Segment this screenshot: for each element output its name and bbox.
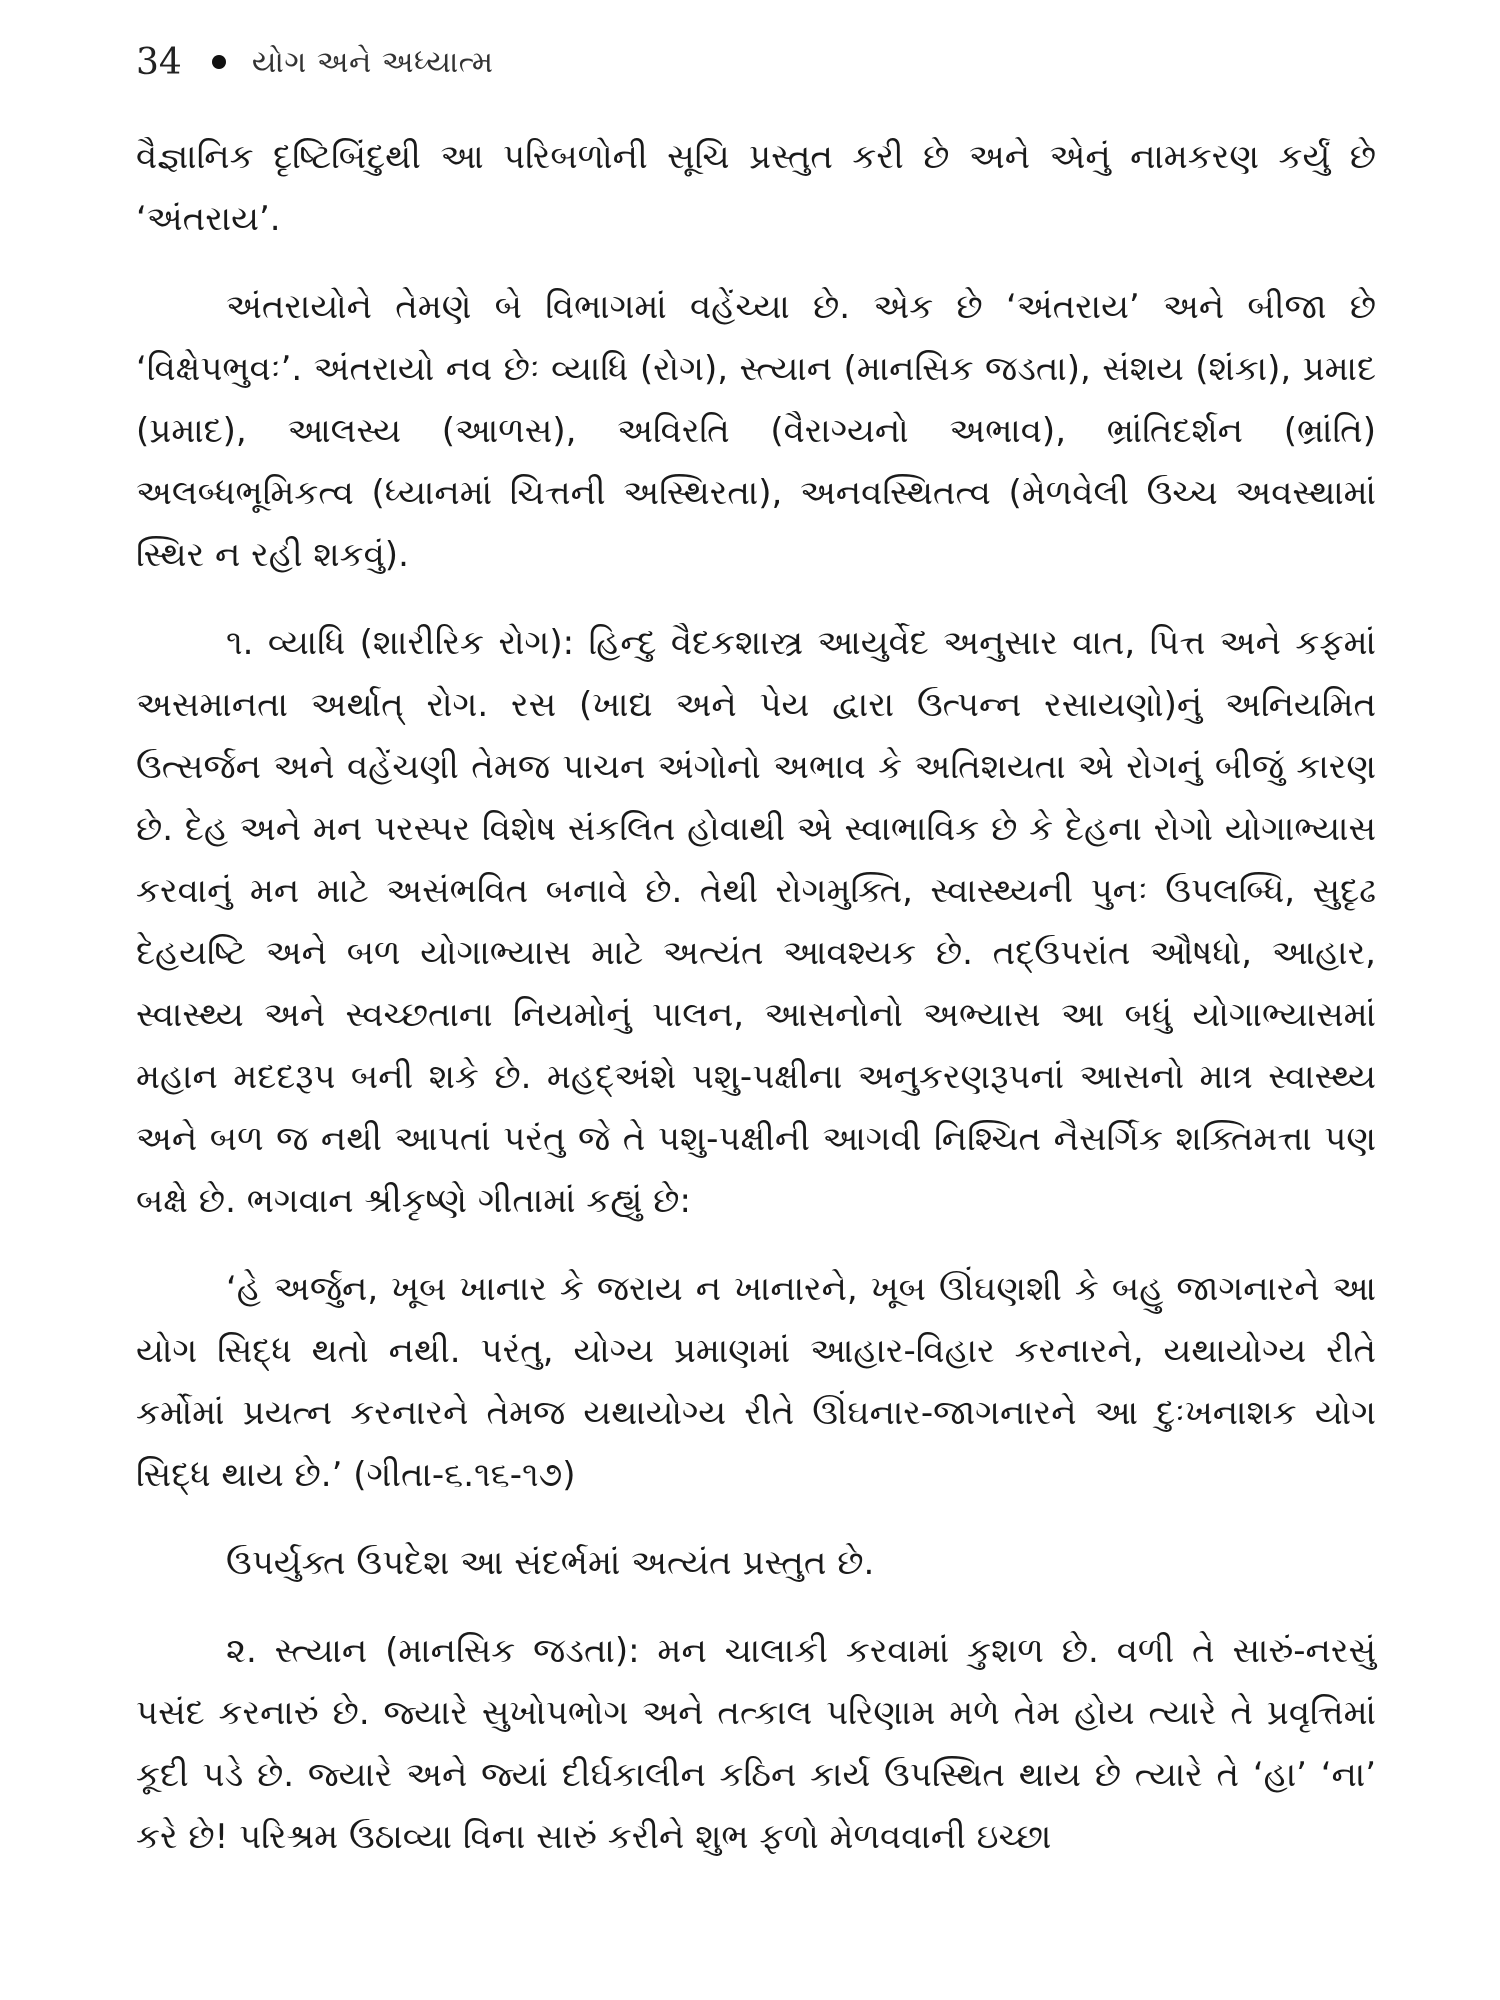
running-header (136, 38, 1376, 86)
paragraph-continuation: વૈજ્ઞાનિક દૃષ્ટિબિંદુથી આ પરિબળોની સૂચિ પ્રસ્તુત કરી છે અને એનું નામકરણ કર્યું છે ‘અંતરાય’. (136, 137, 1376, 239)
paragraph-antaray-intro: અંતરાયોને તેમણે બે વિભાગમાં વહેંચ્યા છે. એક છે ‘અંતરાય’ અને બીજા છે ‘વિક્ષેપભુવઃ’. અંતરાયો નવ છેઃ વ્યાધિ (રોગ), સ્ત્યાન (માનસિક જડતા), સંશય (શંકા), પ્રમાદ (પ્રમાદ), આલસ્ય (આળસ), અવિરતિ (વૈરાગ્યનો અભાવ), ભ્રાંતિદર્શન (ભ્રાંતિ) અલબ્ધભૂમિકત્વ (ધ્યાનમાં ચિત્તની અસ્થિરતા), અનવસ્થિતત્વ (મેળવેલી ઉચ્ચ અવસ્થામાં સ્થિર ન રહી શકવું). (136, 287, 1376, 575)
bullet-icon (212, 55, 226, 69)
page-number: 34 (136, 41, 182, 83)
paragraph-vyadhi: ૧. વ્યાધિ (શારીરિક રોગ): હિન્દુ વૈદકશાસ્ત્ર આયુર્વેદ અનુસાર વાત, પિત્ત અને કફમાં અસમાનતા અર્થાત્ રોગ. રસ (ખાદ્ય અને પેય દ્વારા ઉત્પન્ન રસાયણો)નું અનિયમિત ઉત્સર્જન અને વહેંચણી તેમજ પાચન અંગોનો અભાવ કે અતિશયતા એ રોગનું બીજું કારણ છે. દેહ અને મન પરસ્પર વિશેષ સંકલિત હોવાથી એ સ્વાભાવિક છે કે દેહના રોગો યોગાભ્યાસ કરવાનું મન માટે અસંભવિત બનાવે છે. તેથી રોગમુક્તિ, સ્વાસ્થ્યની પુનઃ ઉપલબ્ધિ, સુદૃઢ દેહયષ્ટિ અને બળ યોગાભ્યાસ માટે અત્યંત આવશ્યક છે. તદ્ઉપરાંત ઔષધો, આહાર, સ્વાસ્થ્ય અને સ્વચ્છતાના નિયમોનું પાલન, આસનોનો અભ્યાસ આ બધું યોગાભ્યાસમાં મહાન મદદરૂપ બની શકે છે. મહદ્અંશે પશુ-પક્ષીના અનુકરણરૂપનાં આસનો માત્ર સ્વાસ્થ્ય અને બળ જ નથી આપતાં પરંતુ જે તે પશુ-પક્ષીની આગવી નિશ્ચિત નૈસર્ગિક શક્તિમત્તા પણ બક્ષે છે. ભગવાન શ્રીકૃષ્ણે ગીતામાં કહ્યું છે: (136, 623, 1376, 1221)
paragraph-relevance: ઉપર્યુક્ત ઉપદેશ આ સંદર્ભમાં અત્યંત પ્રસ્તુત છે. (226, 1543, 875, 1583)
book-page (136, 38, 1376, 1894)
paragraph-styan: ૨. સ્ત્યાન (માનસિક જડતા): મન ચાલાકી કરવામાં કુશળ છે. વળી તે સારું-નરસું પસંદ કરનારું છે. જ્યારે સુખોપભોગ અને તત્કાલ પરિણામ મળે તેમ હોય ત્યારે તે પ્રવૃત્તિમાં કૂદી પડે છે. જ્યારે અને જ્યાં દીર્ઘકાલીન કઠિન કાર્ય ઉપસ્થિત થાય છે ત્યારે તે ‘હા’ ‘ના’ કરે છે! પરિશ્રમ ઉઠાવ્યા વિના સારું કરીને શુભ ફળો મેળવવાની ઇચ્છા (136, 1631, 1376, 1857)
paragraph-gita-quote: ‘હે અર્જુન, ખૂબ ખાનાર કે જરાય ન ખાનારને, ખૂબ ઊંઘણશી કે બહુ જાગનારને આ યોગ સિદ્ધ થતો નથી. પરંતુ, યોગ્ય પ્રમાણમાં આહાર-વિહાર કરનારને, યથાયોગ્ય રીતે કર્મોમાં પ્રયત્ન કરનારને તેમજ યથાયોગ્ય રીતે ઊંઘનાર-જાગનારને આ દુઃખનાશક યોગ સિદ્ધ થાય છે.’ (ગીતા-૬.૧૬-૧૭) (136, 1269, 1376, 1495)
book-title: યોગ અને અધ્યાત્મ (251, 44, 494, 80)
